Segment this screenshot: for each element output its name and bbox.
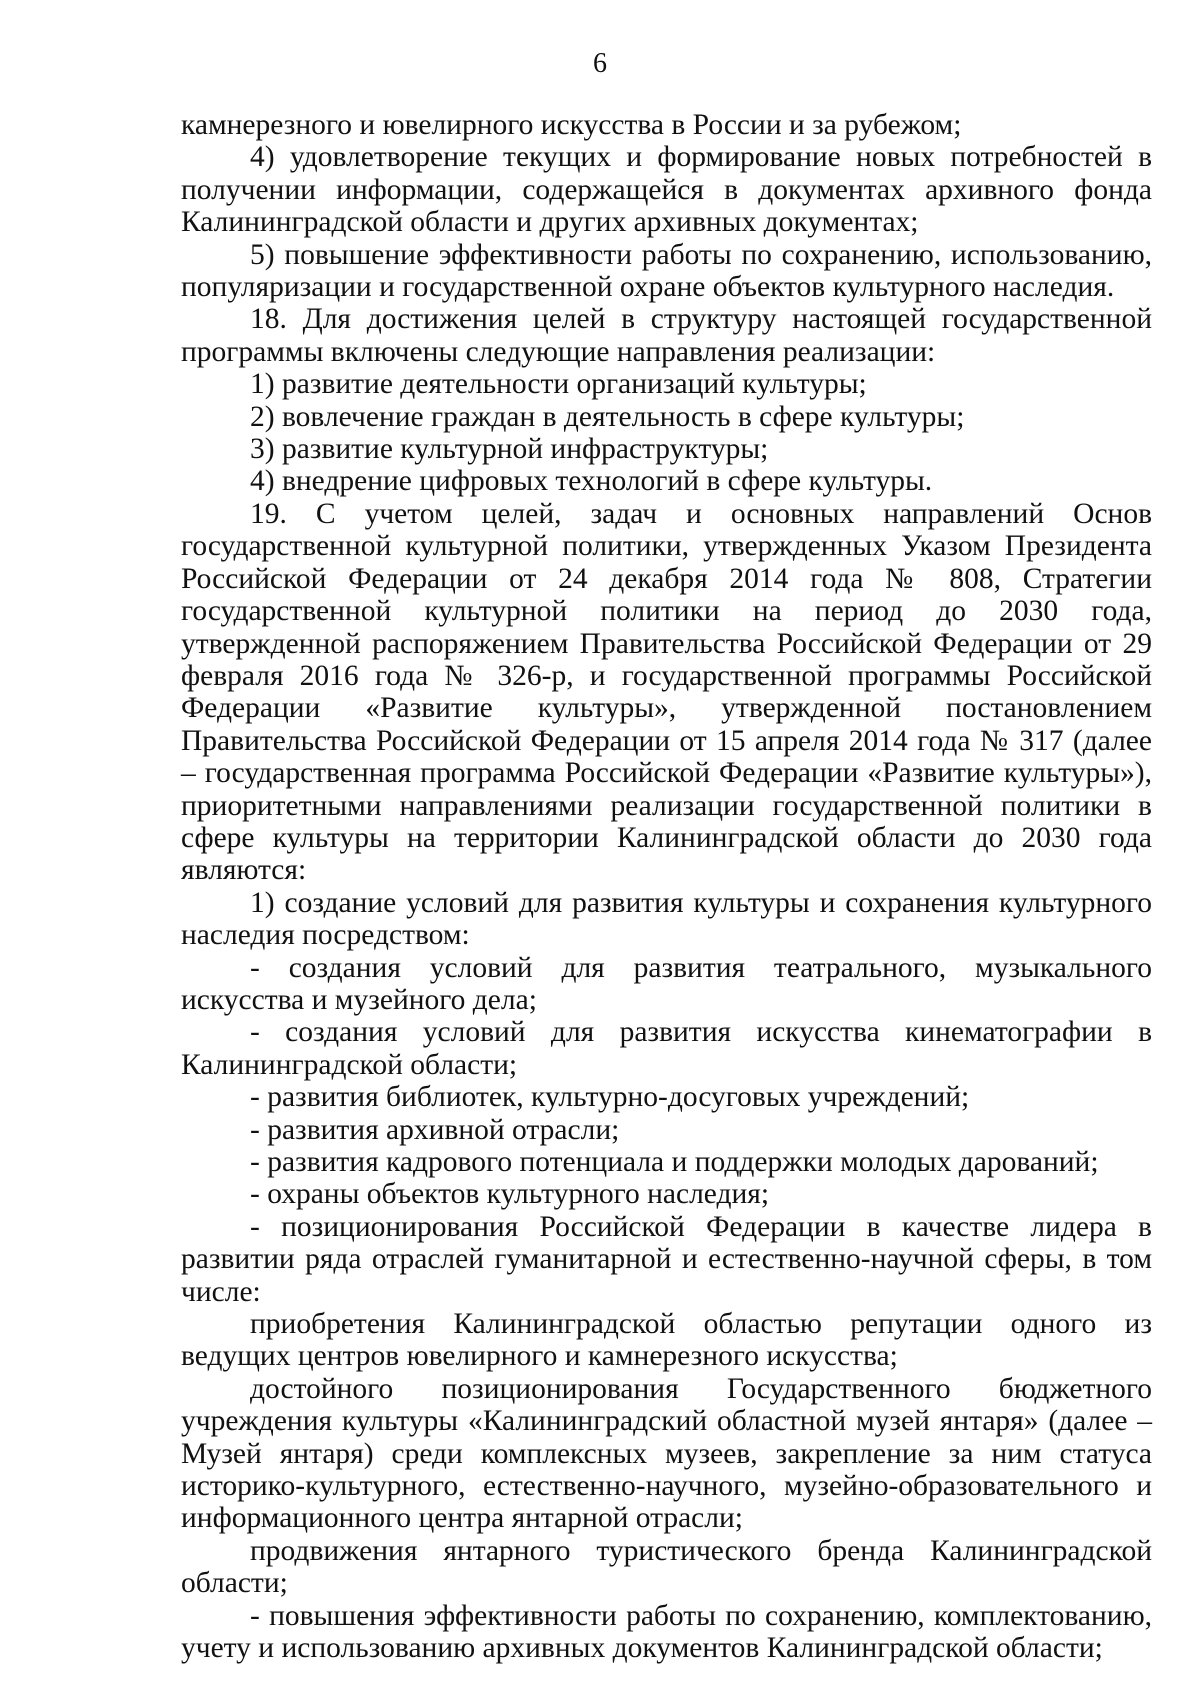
paragraph-direction-4: 4) внедрение цифровых технологий в сфере культуры. [250,465,933,498]
paragraph-direction-3: 3) развитие культурной инфраструктуры; [250,433,769,466]
paragraph-bullet-archive-efficiency: - повышения эффективности работы по сохранению, комплектованию, учету и использованию архивных документов Калининградской области; [181,1599,1160,1665]
paragraph-subitem-amber-museum: достойного позиционирования Государственного бюджетного учреждения культуры «Калининградский областной музей янтаря» (далее – Музей янтаря) среди комплексных музеев, закрепление за ним статуса историко-культурного, естественно-научного, музейно-образовательного и информационного центра янтарной отрасли; [181,1372,1160,1535]
paragraph-direction-1: 1) развитие деятельности организаций культуры; [250,368,867,401]
paragraph-continuation: камнерезного и ювелирного искусства в России и за рубежом; [181,109,962,141]
paragraph-subitem-tourist-brand: продвижения янтарного туристического бренда Калининградской области; [181,1534,1160,1600]
paragraph-bullet-archives: - развития архивной отрасли; [250,1113,620,1146]
document-body [181,109,1160,1665]
page-number: 6 [593,48,607,79]
paragraph-item-4-information: 4) удовлетворение текущих и формирование новых потребностей в получении информации, содержащейся в документах архивного фонда Калининградской области и других архивных документах; [181,141,1160,239]
paragraph-bullet-personnel: - развития кадрового потенциала и поддержки молодых дарований; [250,1146,1099,1178]
paragraph-priority-1: 1) создание условий для развития культуры и сохранения культурного наследия посредством: [181,886,1160,952]
paragraph-subitem-reputation: приобретения Калининградской областью репутации одного из ведущих центров ювелирного и камнерезного искусства; [181,1308,1160,1373]
paragraph-section-18: 18. Для достижения целей в структуру настоящей государственной программы включены следующие направления реализации: [181,303,1160,368]
paragraph-bullet-cinema: - создания условий для развития искусства кинематографии в Калининградской области; [181,1016,1160,1081]
paragraph-bullet-theatre: - создания условий для развития театрального, музыкального искусства и музейного дела; [181,951,1160,1016]
paragraph-direction-2: 2) вовлечение граждан в деятельность в сфере культуры; [250,400,965,433]
paragraph-item-5-heritage: 5) повышение эффективности работы по сохранению, использованию, популяризации и государственной охране объектов культурного наследия. [181,238,1160,304]
paragraph-bullet-libraries: - развития библиотек, культурно-досуговых учреждений; [250,1081,970,1114]
paragraph-bullet-positioning: - позиционирования Российской Федерации в качестве лидера в развитии ряда отраслей гуманитарной и естественно-научной сферы, в том числе: [181,1210,1160,1308]
paragraph-bullet-heritage-protection: - охраны объектов культурного наследия; [250,1178,770,1211]
paragraph-section-19: 19. С учетом целей, задач и основных направлений Основ государственной культурной политики, утвержденных Указом Президента Российской Федерации от 24 декабря 2014 года № 808, Стратегии государственной культурной политики на период до 2030 года, утвержденной распоряжением Правительства Российской Федерации от 29 февраля 2016 года № 326-р, и государственной программы Российской Федерации «Развитие культуры», утвержденной постановлением Правительства Российской Федерации от 15 апреля 2014 года № 317 (далее – государственная программа Российской Федерации «Развитие культуры»), приоритетными направлениями реализации государственной политики в сфере культуры на территории Калининградской области до 2030 года являются: [181,497,1160,887]
